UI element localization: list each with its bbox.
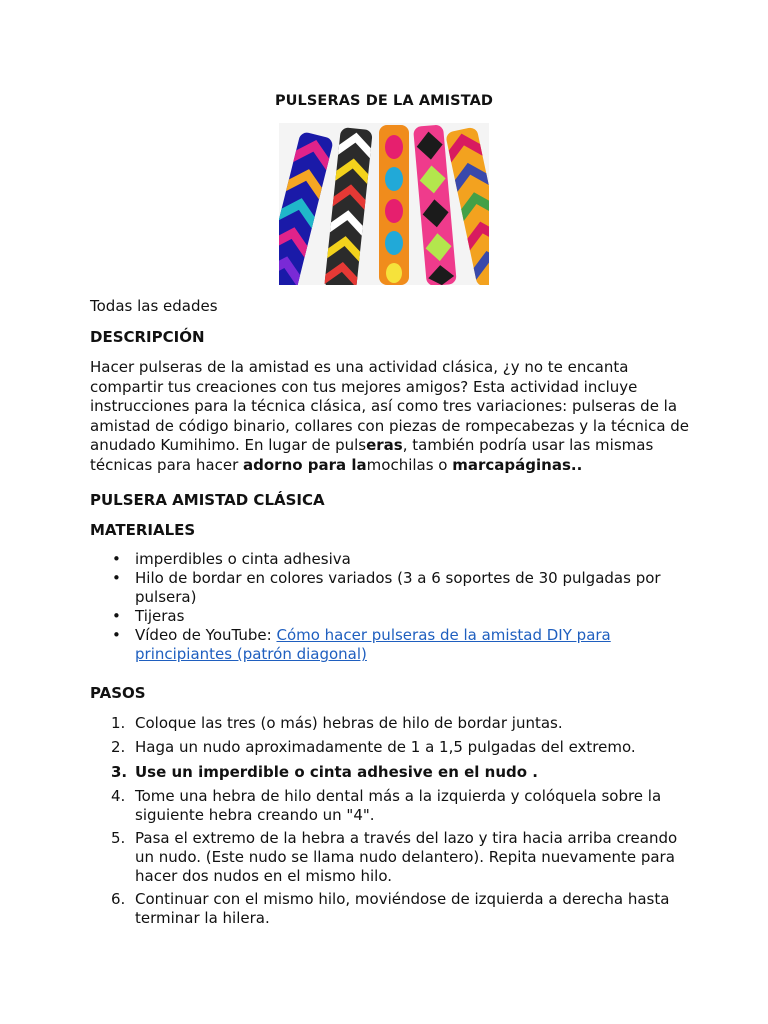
step-number: 5. (111, 829, 126, 847)
steps-heading: PASOS (90, 684, 146, 702)
step-number: 3. (111, 763, 128, 781)
list-item (90, 738, 690, 757)
bullet-icon: • (112, 569, 121, 587)
description-bold-1: eras (366, 436, 403, 455)
list-item (112, 550, 690, 569)
section-heading: PULSERA AMISTAD CLÁSICA (90, 491, 325, 509)
material-text: Hilo de bordar en colores variados (3 a 6 soportes de 30 pulgadas por pulsera) (135, 569, 661, 606)
description-text-2: , también podría usar las mismas técnicas para hacer (90, 436, 654, 474)
list-item (90, 787, 690, 825)
step-text: Continuar con el mismo hilo, moviéndose de izquierda a derecha hasta terminar la hilera. (135, 890, 670, 927)
list-item (90, 829, 690, 886)
list-item (90, 763, 690, 782)
bullet-icon: • (112, 550, 121, 568)
list-item (90, 714, 690, 733)
step-text: Tome una hebra de hilo dental más a la izquierda y colóquela sobre la siguiente hebra creando un "4". (135, 787, 662, 824)
description-heading: DESCRIPCIÓN (90, 328, 205, 346)
description-bold-3: marcapáginas.. (452, 455, 583, 474)
steps-list (90, 714, 690, 928)
list-item (90, 890, 690, 928)
list-item (112, 607, 690, 626)
material-text: Tijeras (135, 607, 185, 625)
description-bold-2: adorno para la (243, 455, 367, 474)
friendship-bracelets-photo (279, 123, 489, 285)
description-text-3: mochilas o (366, 455, 453, 474)
step-number: 4. (111, 787, 126, 805)
material-text: imperdibles o cinta adhesiva (135, 550, 351, 568)
bullet-icon: • (112, 626, 121, 644)
description-paragraph (90, 358, 690, 476)
step-text: Haga un nudo aproximadamente de 1 a 1,5 pulgadas del extremo. (135, 738, 636, 756)
step-number: 2. (111, 738, 126, 756)
step-number: 1. (111, 714, 126, 732)
page-title: PULSERAS DE LA AMISTAD (274, 93, 494, 109)
materials-heading: MATERIALES (90, 521, 196, 539)
list-item (112, 569, 690, 607)
materials-list (90, 550, 690, 664)
step-text: Pasa el extremo de la hebra a través del lazo y tira hacia arriba creando un nudo. (Este nudo se llama nudo delantero). Repita nuevamente para hacer dos nudos en el mismo hilo. (135, 829, 678, 885)
list-item (112, 626, 690, 664)
youtube-link[interactable]: Cómo hacer pulseras de la amistad DIY para principiantes (patrón diagonal) (135, 626, 611, 663)
video-prefix: Vídeo de YouTube: (135, 626, 277, 644)
step-text: Coloque las tres (o más) hebras de hilo de bordar juntas. (135, 714, 563, 732)
description-text-1: Hacer pulseras de la amistad es una actividad clásica, ¿y no te encanta compartir tus creaciones con tus mejores amigos? Esta actividad incluye instrucciones para la técnica clásica, así como tres variaciones: pulseras de la amistad de código binario, collares con piezas de rompecabezas y la técnica de anudado Kumihimo. En lugar de puls (90, 358, 690, 455)
step-number: 6. (111, 890, 126, 908)
age-range: Todas las edades (90, 297, 218, 315)
bullet-icon: • (112, 607, 121, 625)
step-text: Use un imperdible o cinta adhesive en el nudo . (135, 763, 538, 781)
